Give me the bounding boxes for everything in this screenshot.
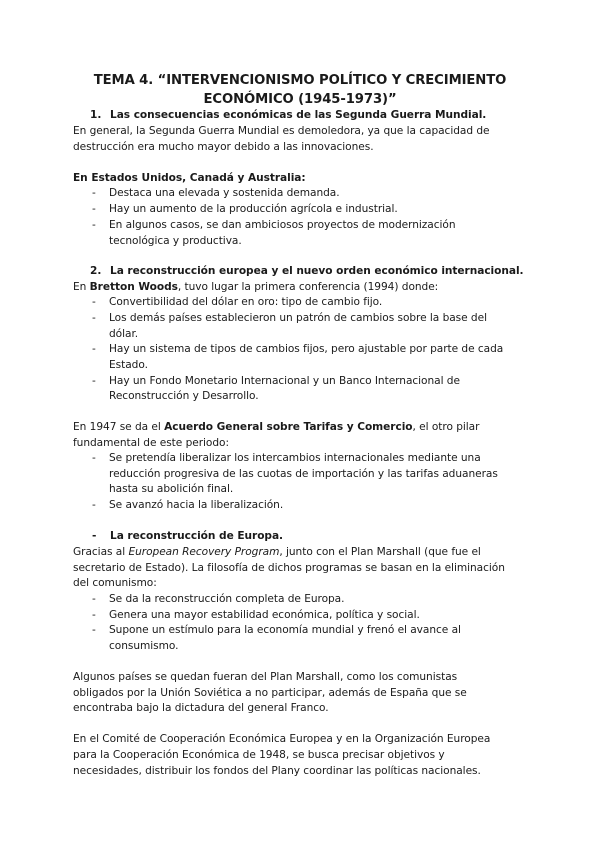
list-item-continuation: tecnológica y productiva. [109,235,242,247]
section-1-number: 1. [90,109,102,121]
section-3-marker: - [92,530,97,542]
bullet-marker: - [92,219,96,231]
title-line-1: TEMA 4. “INTERVENCIONISMO POLÍTICO Y CRECIMIENTO [93,73,507,88]
intro-prefix: Gracias al [73,546,129,558]
list-item: Se avanzó hacia la liberalización. [109,499,284,511]
paragraph-line: En el Comité de Cooperación Económica Europea y en la Organización Europea [73,733,491,745]
bretton-woods-term: Bretton Woods [89,281,178,293]
section-3-intro-line-1 [73,545,481,561]
section-1-para-line-1: En general, la Segunda Guerra Mundial es demoledora, ya que la capacidad de [73,125,490,137]
bullet-marker: - [92,499,96,511]
paragraph-line: encontraba bajo la dictadura del general Franco. [73,702,329,714]
gatt-paragraph-line-1 [73,420,479,436]
bullet-marker: - [92,343,96,355]
section-2-intro [73,280,438,296]
gatt-paragraph-line-2: fundamental de este periodo: [73,437,229,449]
list-item-continuation: reducción progresiva de las cuotas de importación y las tarifas aduaneras [109,468,498,480]
list-item-continuation: Reconstrucción y Desarrollo. [109,390,259,402]
list-item: Se da la reconstrucción completa de Europa. [109,593,345,605]
section-1-para-line-2: destrucción era mucho mayor debido a las innovaciones. [73,141,374,153]
document-title [60,71,540,109]
section-2-number: 2. [90,265,102,277]
list-item: Se pretendía liberalizar los intercambios internacionales mediante una [109,452,481,464]
bullet-marker: - [92,609,96,621]
list-item: Convertibilidad del dólar en oro: tipo de cambio fijo. [109,296,383,308]
paragraph-line: obligados por la Unión Soviética a no participar, además de España que se [73,687,467,699]
intro-rest: , tuvo lugar la primera conferencia (1994) donde: [177,281,439,293]
section-3-intro-line-2: secretario de Estado). La filosofía de dichos programas se basan en la eliminación [73,562,505,574]
bullet-marker: - [92,375,96,387]
list-item: Hay un aumento de la producción agrícola e industrial. [109,203,398,215]
section-2-heading: La reconstrucción europea y el nuevo orden económico internacional. [110,265,524,277]
bullet-marker: - [92,296,96,308]
paragraph-line: para la Cooperación Económica de 1948, se busca precisar objetivos y [73,749,445,761]
section-3-heading: La reconstrucción de Europa. [110,530,284,542]
list-item: Destaca una elevada y sostenida demanda. [109,187,340,199]
list-item: En algunos casos, se dan ambiciosos proyectos de modernización [109,219,456,231]
list-item: Genera una mayor estabilidad económica, política y social. [109,609,420,621]
list-item: Hay un sistema de tipos de cambios fijos, pero ajustable por parte de cada [109,343,504,355]
list-item: Hay un Fondo Monetario Internacional y un Banco Internacional de [109,375,460,387]
section-3-intro-line-3: del comunismo: [73,577,157,589]
list-item-continuation: consumismo. [109,640,179,652]
bullet-marker: - [92,593,96,605]
section-1-subheading: En Estados Unidos, Canadá y Australia: [73,172,306,184]
bullet-marker: - [92,312,96,324]
erp-term: European Recovery Program [128,546,280,558]
bullet-marker: - [92,203,96,215]
intro-prefix: En [73,281,90,293]
gatt-prefix: En 1947 se da el [73,421,165,433]
list-item-continuation: hasta su abolición final. [109,483,234,495]
list-item-continuation: dólar. [109,328,139,340]
bullet-marker: - [92,187,96,199]
gatt-term: Acuerdo General sobre Tarifas y Comercio [164,421,413,433]
bullet-marker: - [92,624,96,636]
intro-rest: , junto con el Plan Marshall (que fue el [279,546,481,558]
bullet-marker: - [92,452,96,464]
list-item: Los demás países establecieron un patrón de cambios sobre la base del [109,312,487,324]
paragraph-line: necesidades, distribuir los fondos del Plany coordinar las políticas nacionales. [73,765,481,777]
paragraph-line: Algunos países se quedan fueran del Plan Marshall, como los comunistas [73,671,458,683]
list-item: Supone un estímulo para la economía mundial y frenó el avance al [109,624,461,636]
section-1-heading: Las consecuencias económicas de las Segunda Guerra Mundial. [110,109,487,121]
title-line-2: ECONÓMICO (1945-1973)” [203,92,397,107]
gatt-rest: , el otro pilar [412,421,480,433]
list-item-continuation: Estado. [109,359,148,371]
